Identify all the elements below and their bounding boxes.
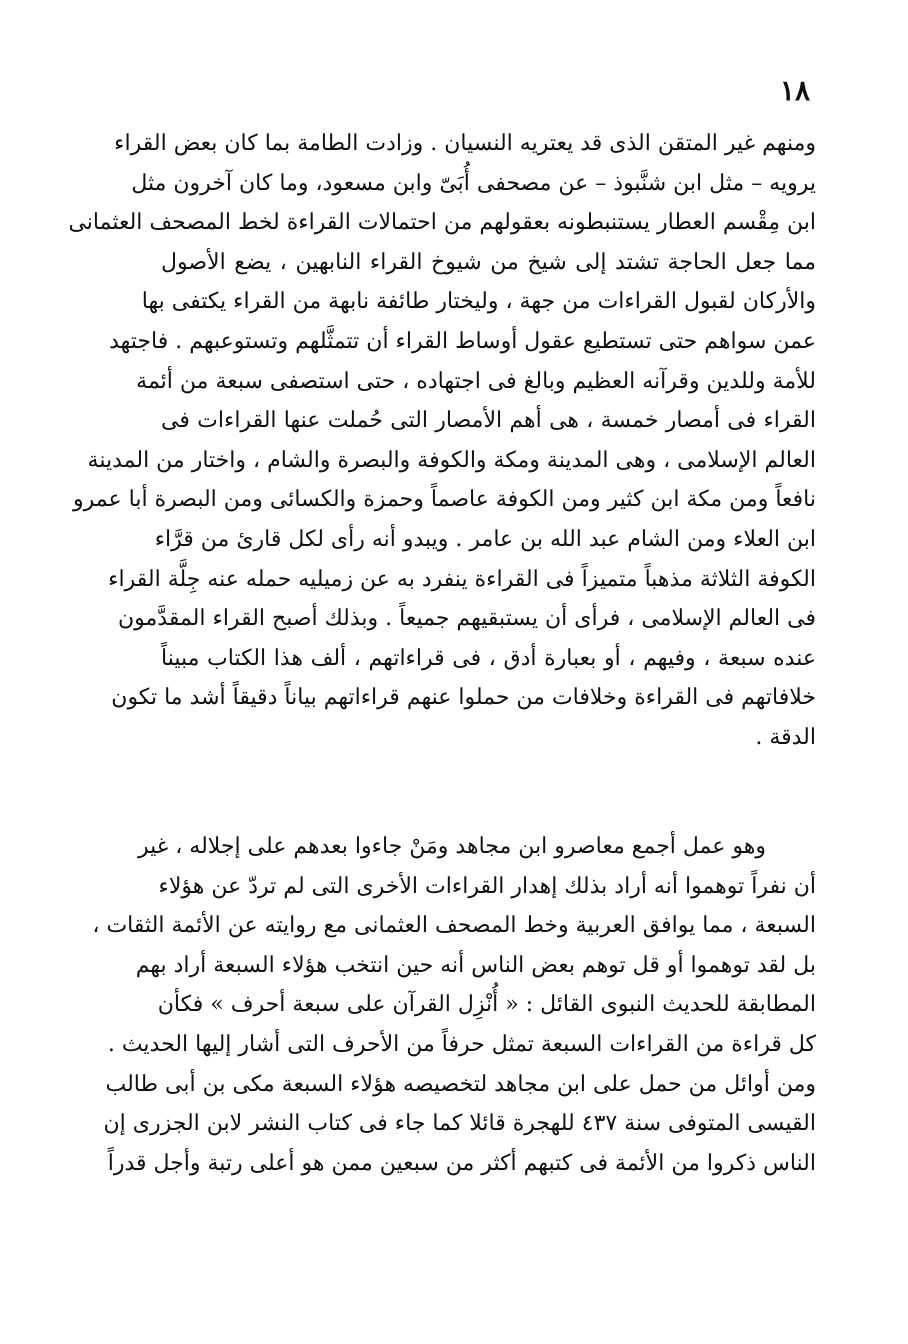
text-line: ومن أوائل من حمل على ابن مجاهد لتخصيصه هؤلاء السبعة مكى بن أبى طالب <box>105 1071 816 1097</box>
text-line: وهو عمل أجمع معاصرو ابن مجاهد ومَنْ جاءوا بعدهم على إجلاله ، غير <box>137 834 766 859</box>
page-number: ١٨ <box>779 74 810 107</box>
text-line: الناس ذكروا من الأئمة فى كتبهم أكثر من سبعين ممن هو أعلى رتبة وأجل قدراً <box>107 1150 816 1176</box>
text-line: ابن العلاء ومن الشام عبد الله بن عامر . ويبدو أنه رأى لكل قارئ من قرَّاء <box>154 526 816 552</box>
text-line: خلافاتهم فى القراءة وخلافات من حملوا عنهم قراءاتهم بياناً دقيقاً أشد ما تكون <box>111 685 816 711</box>
text-line: القراء فى أمصار خمسة ، هى أهم الأمصار التى حُملت عنها القراءات فى <box>161 408 816 434</box>
text-line: العالم الإسلامى ، وهى المدينة ومكة والكوفة والبصرة والشام ، واختار من المدينة <box>87 447 816 473</box>
text-line: المطابقة للحديث النبوى القائل : « أُنْزِل القرآن على سبعة أحرف » فكأن <box>157 992 816 1018</box>
text-line: يرويه – مثل ابن شنَّبوذ – عن مصحفى أُبَىّ وابن مسعود، وما كان آخرون مثل <box>131 170 816 196</box>
paragraph-2 <box>92 827 816 1183</box>
text-line: عمن سواهم حتى تستطيع عقول أوساط القراء أن تتمثَّلهم وتستوعبهم . فاجتهد <box>109 328 816 354</box>
text-line: نافعاً ومن مكة ابن كثير ومن الكوفة عاصماً وحمزة والكسائى ومن البصرة أبا عمرو <box>73 487 816 513</box>
text-line: مما جعل الحاجة تشتد إلى شيخ من شيوخ القراء النابهين ، يضع الأصول <box>161 249 816 275</box>
paragraph-1 <box>68 124 816 758</box>
text-line: بل لقد توهموا أو قل توهم بعض الناس أنه حين انتخب هؤلاء السبعة أراد بهم <box>135 952 816 978</box>
text-line: كل قراءة من القراءات السبعة تمثل حرفاً من الأحرف التى أشار إليها الحديث . <box>107 1031 816 1057</box>
text-line: ومنهم غير المتقن الذى قد يعتريه النسيان . وزادت الطامة بما كان بعض القراء <box>114 131 816 156</box>
text-line: فى العالم الإسلامى ، فرأى أن يستبقيهم جميعاً . وبذلك أصبح القراء المقدَّمون <box>117 606 816 632</box>
text-line: عنده سبعة ، وفيهم ، أو بعبارة أدق ، فى قراءاتهم ، ألف هذا الكتاب مبيناً <box>161 645 816 671</box>
text-line: ابن مِقْسم العطار يستنبطونه بعقولهم من احتمالات القراءة لخط المصحف العثمانى <box>68 210 816 236</box>
text-line: القيسى المتوفى سنة ٤٣٧ للهجرة قائلا كما جاء فى كتاب النشر لابن الجزرى إن <box>103 1111 816 1137</box>
text-line: والأركان لقبول القراءات من جهة ، وليختار طائفة نابهة من القراء يكتفى بها <box>141 289 816 315</box>
text-line: السبعة ، مما يوافق العربية وخط المصحف العثمانى مع روايته عن الأئمة الثقات ، <box>92 913 816 939</box>
text-line: الدقة . <box>755 724 816 750</box>
text-line: أن نفراً توهموا أنه أراد بذلك إهدار القراءات الأخرى التى لم تردّ عن هؤلاء <box>158 873 816 899</box>
text-line: الكوفة الثلاثة مذهباً متميزاً فى القراءة ينفرد به عن زميليه حمله عنه جِلَّة القراء <box>108 566 816 592</box>
text-line: للأمة وللدين وقرآنه العظيم وبالغ فى اجتهاده ، حتى استصفى سبعة من أئمة <box>136 368 816 394</box>
